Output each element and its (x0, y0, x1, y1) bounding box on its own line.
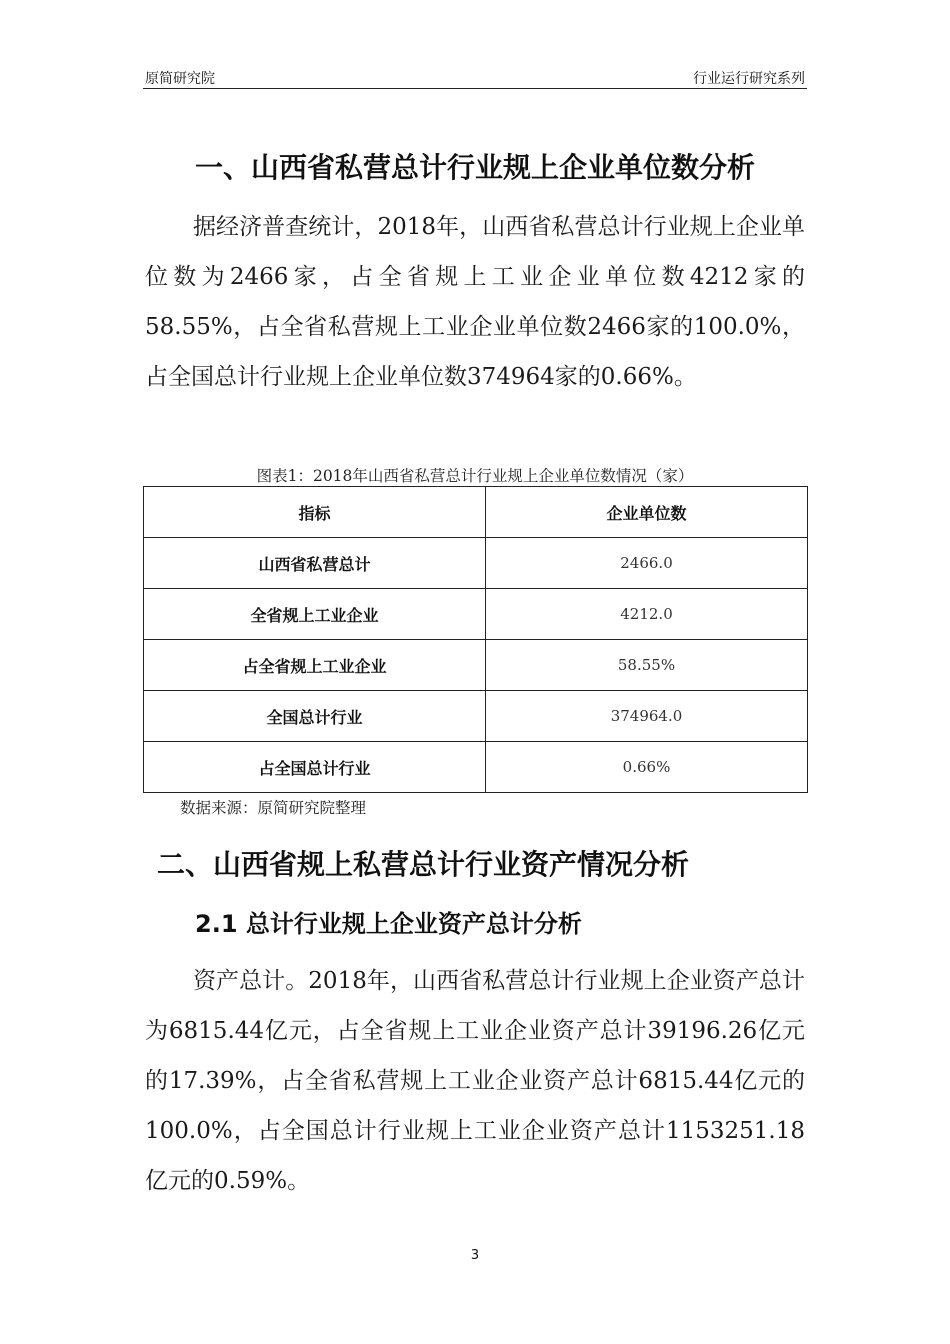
row-indicator: 占全国总计行业 (144, 742, 486, 793)
row-indicator: 山西省私营总计 (144, 538, 486, 589)
row-value: 58.55% (486, 640, 808, 691)
column-header-unit-count: 企业单位数 (486, 487, 808, 538)
table-row (144, 538, 808, 589)
header-series-name: 行业运行研究系列 (693, 71, 805, 87)
table-row (144, 640, 808, 691)
row-value: 4212.0 (486, 589, 808, 640)
row-indicator: 全省规上工业企业 (144, 589, 486, 640)
table-caption: 图表1：2018年山西省私营总计行业规上企业单位数情况（家） (256, 467, 694, 485)
table-header-row (144, 487, 808, 538)
row-value: 2466.0 (486, 538, 808, 589)
table-row (144, 691, 808, 742)
subsection-heading: 2.1 总计行业规上企业资产总计分析 (195, 910, 582, 938)
data-table (143, 486, 808, 793)
header-divider (143, 88, 807, 89)
section2-heading: 二、山西省规上私营总计行业资产情况分析 (156, 848, 689, 881)
section1-paragraph: 据经济普查统计，2018年，山西省私营总计行业规上企业单位数为2466家，占全省规上工业企业单位数4212家的58.55%，占全省私营规上工业企业单位数2466家的100.0%，占全国总计行业规上企业单位数374964家的0.66%。 (145, 214, 805, 390)
row-indicator: 全国总计行业 (144, 691, 486, 742)
header-org-name: 原简研究院 (145, 71, 215, 87)
column-header-indicator: 指标 (144, 487, 486, 538)
table-row (144, 589, 808, 640)
table-source-note: 数据来源：原简研究院整理 (180, 799, 367, 817)
section1-heading: 一、山西省私营总计行业规上企业单位数分析 (194, 151, 755, 184)
row-value: 374964.0 (486, 691, 808, 742)
section2-paragraph: 资产总计。2018年，山西省私营总计行业规上企业资产总计为6815.44亿元，占全省规上工业企业资产总计39196.26亿元的17.39%，占全省私营规上工业企业资产总计6815.44亿元的100.0%，占全国总计行业规上工业企业资产总计1153251.18亿元的0.59%。 (145, 968, 805, 1194)
table-row (144, 742, 808, 793)
page-number: 3 (470, 1248, 480, 1263)
row-value: 0.66% (486, 742, 808, 793)
row-indicator: 占全省规上工业企业 (144, 640, 486, 691)
